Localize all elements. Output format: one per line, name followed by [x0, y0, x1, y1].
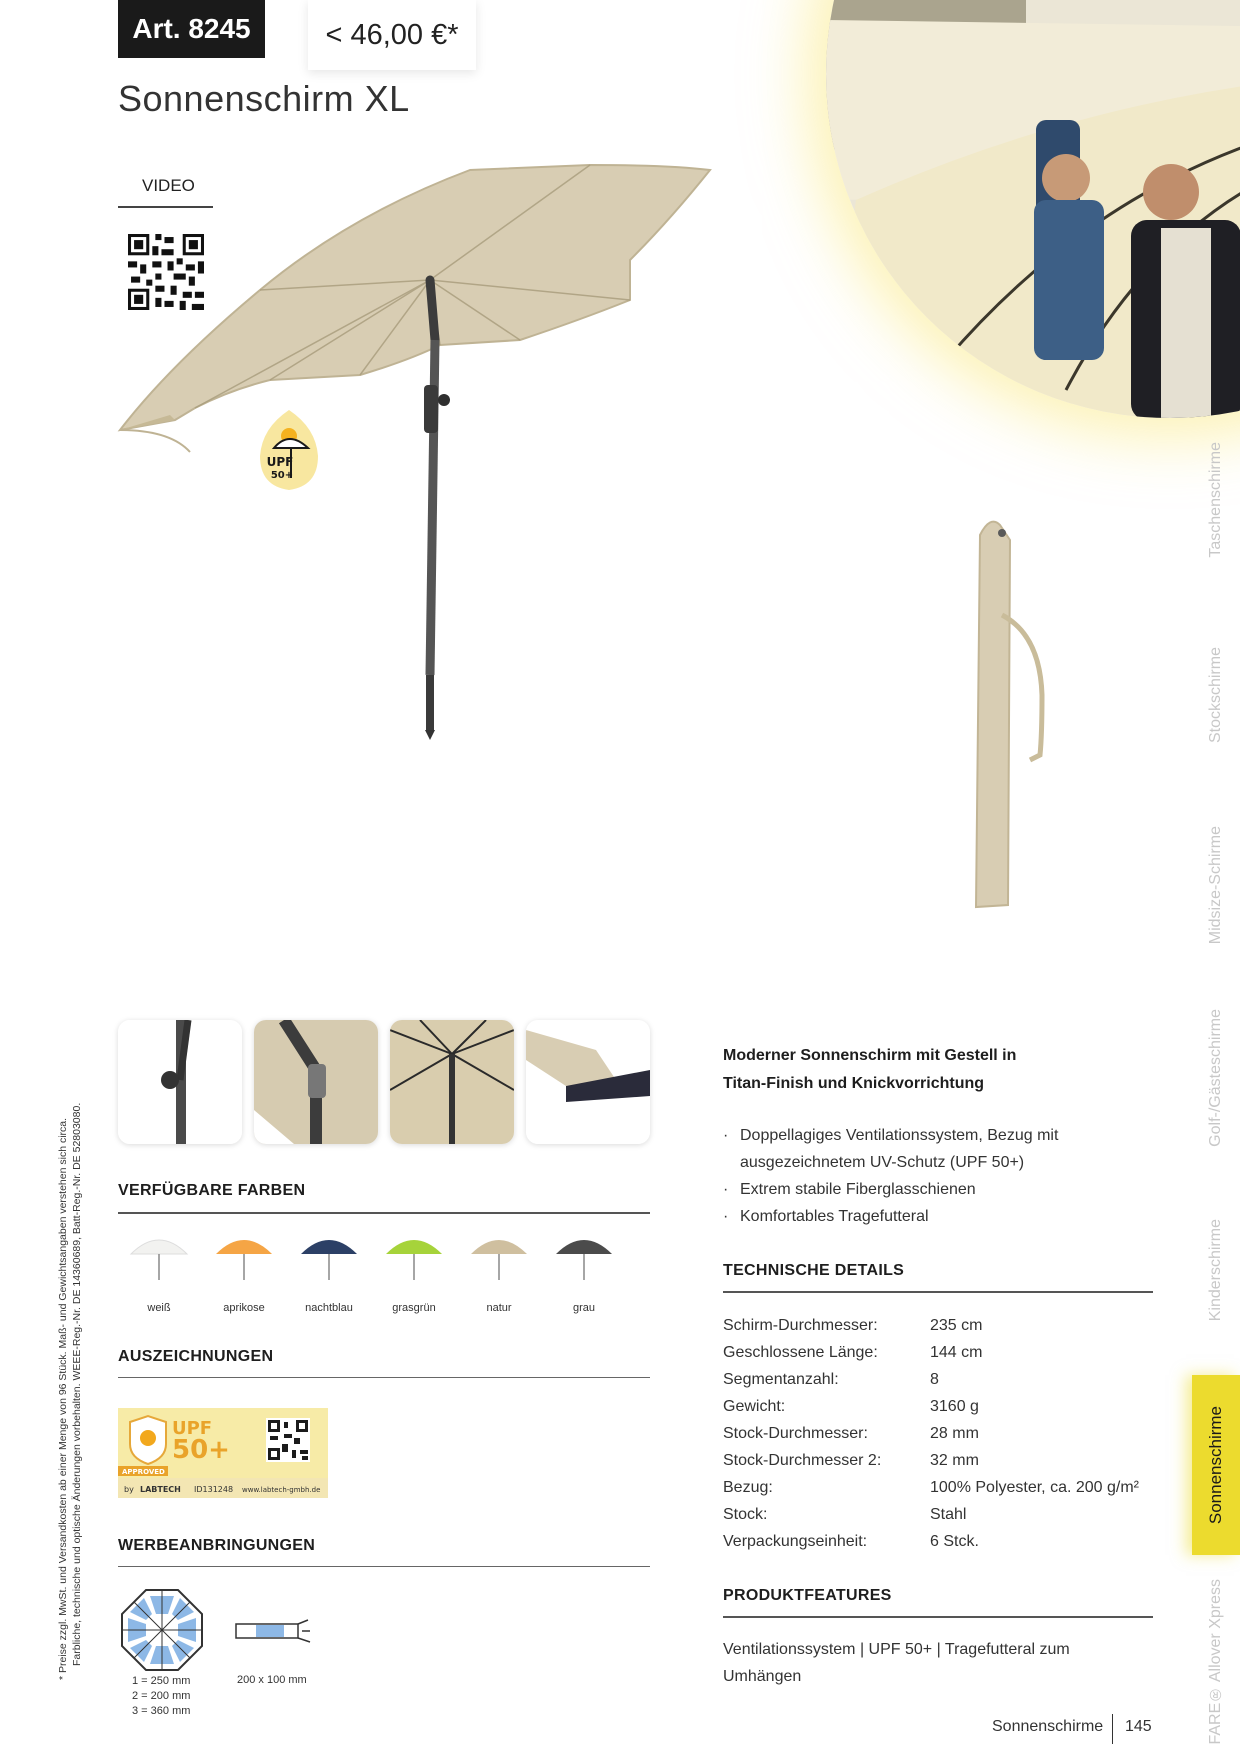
spec-value: 8: [930, 1370, 939, 1388]
divider: [723, 1291, 1153, 1293]
intro-line: Titan-Finish und Knickvorrichtung: [723, 1075, 985, 1092]
upf-badge-label: UPF: [266, 455, 294, 469]
spec-row: [723, 1339, 1153, 1366]
footer-divider: [1112, 1714, 1113, 1744]
divider: [118, 1566, 650, 1567]
color-name: nachtblau: [305, 1302, 353, 1314]
spec-value: 32 mm: [930, 1451, 979, 1469]
product-intro: [723, 1042, 1083, 1098]
side-tab-midsize-schirme[interactable]: [1192, 805, 1240, 965]
product-features-text: [723, 1636, 1103, 1690]
color-name: grau: [572, 1302, 596, 1314]
size-line: 3 = 360 mm: [132, 1705, 191, 1717]
side-tab-golf-gaesteschirme[interactable]: [1192, 995, 1240, 1160]
spec-value: 6 Stck.: [930, 1532, 979, 1550]
footer-section-name: Sonnenschirme: [992, 1718, 1104, 1735]
color-swatch-grau[interactable]: [542, 1232, 626, 1314]
award-url: www.labtech-gmbh.de: [242, 1486, 321, 1494]
spec-label: Geschlossene Länge:: [723, 1343, 878, 1361]
page-number: 145: [1125, 1718, 1152, 1735]
article-number-badge: [118, 0, 265, 58]
spec-value: 100% Polyester, ca. 200 g/m²: [930, 1478, 1139, 1496]
bullet-item: · Extrem stabile Fiberglasschienen: [723, 1176, 1103, 1203]
tech-details-heading: TECHNISCHE DETAILS: [723, 1262, 905, 1279]
footnote-line: * Preise zzgl. MwSt. und Versandkosten ab einer Menge von 96 Stück. Maß- und Gewichtsangaben verstehen sich circa.: [57, 1117, 69, 1680]
divider: [118, 1377, 650, 1378]
award-qr-code-icon: [266, 1418, 310, 1462]
side-tab-sonnenschirme[interactable]: [1192, 1375, 1240, 1555]
side-tab-stockschirme[interactable]: [1192, 610, 1240, 780]
color-swatch-aprikose[interactable]: [202, 1232, 286, 1314]
thumbnail-canopy-inside[interactable]: [390, 1020, 514, 1144]
article-number: Art. 8245: [132, 13, 251, 44]
spec-row: [723, 1366, 1153, 1393]
spec-value: 144 cm: [930, 1343, 983, 1361]
umbrella-icon: [212, 1232, 276, 1282]
side-tab-label: Kinderschirme: [1207, 1218, 1224, 1322]
side-tab-label: Golf-/Gästeschirme: [1207, 1008, 1224, 1147]
awards-heading: AUSZEICHNUNGEN: [118, 1348, 274, 1365]
spec-label: Stock-Durchmesser:: [723, 1424, 868, 1442]
side-tab-fare-allover-xpress[interactable]: [1192, 1570, 1240, 1754]
spec-row: [723, 1312, 1153, 1339]
product-title: Sonnenschirm XL: [118, 78, 410, 119]
side-tab-label: Stockschirme: [1207, 646, 1224, 744]
spec-value: 3160 g: [930, 1397, 979, 1415]
spec-row: [723, 1447, 1153, 1474]
spec-row: [723, 1474, 1153, 1501]
color-swatch-grasgruen[interactable]: [372, 1232, 456, 1314]
octagon-size-legend: [132, 1674, 190, 1719]
features-line: Umhängen: [723, 1668, 802, 1685]
color-name: weiß: [147, 1302, 171, 1314]
spec-label: Segmentanzahl:: [723, 1370, 839, 1388]
upf-badge-icon: [256, 408, 322, 492]
color-name: aprikose: [223, 1302, 265, 1314]
award-by-label: by: [124, 1485, 134, 1494]
intro-line: Moderner Sonnenschirm mit Gestell in: [723, 1047, 1017, 1064]
side-tab-label: Midsize-Schirme: [1207, 825, 1224, 945]
divider: [723, 1616, 1153, 1618]
color-swatch-nachtblau[interactable]: [287, 1232, 371, 1314]
spec-value: Stahl: [930, 1505, 967, 1523]
spec-row: [723, 1528, 1153, 1555]
spec-label: Gewicht:: [723, 1397, 786, 1415]
video-link[interactable]: VIDEO: [142, 176, 195, 195]
umbrella-icon: [297, 1232, 361, 1282]
tech-details-table: [723, 1312, 1153, 1555]
spec-value: 28 mm: [930, 1424, 979, 1442]
color-swatch-natur[interactable]: [457, 1232, 541, 1314]
carry-bag-image: [960, 515, 1060, 910]
award-id: ID131248: [194, 1485, 234, 1494]
footnote: [56, 1080, 96, 1680]
hero-photo: [826, 0, 1240, 418]
spec-label: Bezug:: [723, 1478, 773, 1496]
side-tab-label: Taschenschirme: [1207, 442, 1224, 558]
award-brand: LABTECH: [140, 1485, 181, 1494]
spec-label: Schirm-Durchmesser:: [723, 1316, 878, 1334]
colors-heading: VERFÜGBARE FARBEN: [118, 1182, 306, 1199]
bullet-item: · Doppellagiges Ventilationssystem, Bezug mit ausgezeichnetem UV-Schutz (UPF 50+): [723, 1122, 1103, 1176]
umbrella-icon: [552, 1232, 616, 1282]
feature-bullets: [723, 1122, 1103, 1230]
footnote-line: Farbliche, technische und optische Änderungen vorbehalten. WEEE-Reg.-Nr. DE 14360689, Batt-Reg.-Nr. DE 52803080.: [71, 1102, 83, 1666]
umbrella-icon: [127, 1232, 191, 1282]
size-line: 1 = 250 mm: [132, 1675, 191, 1687]
spec-value: 235 cm: [930, 1316, 983, 1334]
umbrella-icon: [382, 1232, 446, 1282]
octagon-print-area-icon: [120, 1588, 204, 1672]
thumbnail-carry-bag[interactable]: [526, 1020, 650, 1144]
award-upf-label: UPF: [172, 1418, 213, 1439]
divider: [118, 1212, 650, 1214]
side-tab-taschenschirme[interactable]: [1192, 425, 1240, 575]
ad-placements-heading: WERBEANBRINGUNGEN: [118, 1537, 316, 1554]
upf-badge-value: 50+: [270, 470, 294, 481]
closed-size-legend: 200 x 100 mm: [237, 1674, 307, 1686]
color-name: grasgrün: [392, 1302, 436, 1314]
spec-label: Stock:: [723, 1505, 768, 1523]
umbrella-product-image: [110, 160, 810, 840]
thumbnail-detail-joint[interactable]: [254, 1020, 378, 1144]
price: < 46,00 €*: [325, 18, 459, 51]
upf-award-certificate: [118, 1408, 328, 1498]
size-line: 2 = 200 mm: [132, 1690, 191, 1702]
side-tab-kinderschirme[interactable]: [1192, 1190, 1240, 1350]
spec-row: [723, 1420, 1153, 1447]
spec-label: Stock-Durchmesser 2:: [723, 1451, 882, 1469]
features-line: Ventilationssystem | UPF 50+ | Tragefutteral zum: [723, 1641, 1070, 1658]
color-swatch-weiss[interactable]: [117, 1232, 201, 1314]
spec-label: Verpackungseinheit:: [723, 1532, 868, 1550]
spec-row: [723, 1393, 1153, 1420]
umbrella-icon: [467, 1232, 531, 1282]
bullet-item: · Komfortables Tragefutteral: [723, 1203, 1103, 1230]
spec-row: [723, 1501, 1153, 1528]
side-tab-label: FARE® Allover Xpress: [1207, 1579, 1224, 1745]
color-name: natur: [486, 1302, 512, 1314]
award-upf-value: 50+: [172, 1435, 230, 1465]
award-approved-label: APPROVED: [122, 1468, 165, 1476]
closed-umbrella-print-area-icon: [234, 1616, 312, 1646]
price-badge: [308, 0, 476, 70]
side-tab-label: Sonnenschirme: [1206, 1405, 1225, 1525]
thumbnail-detail-knob[interactable]: [118, 1020, 242, 1144]
product-features-heading: PRODUKTFEATURES: [723, 1587, 892, 1604]
